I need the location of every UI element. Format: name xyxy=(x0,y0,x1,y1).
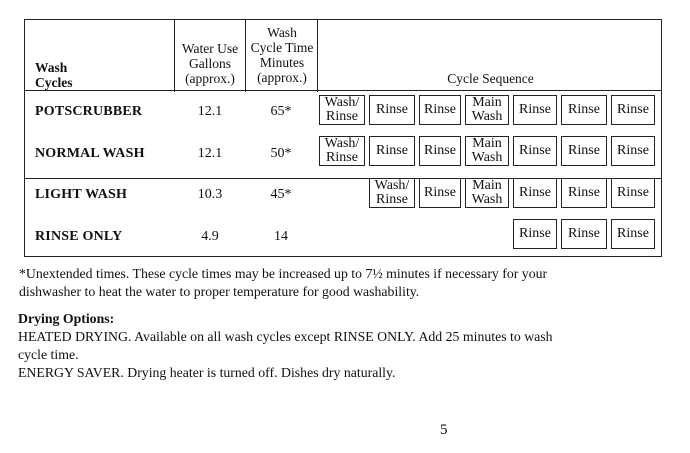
step-main-wash: Main Wash xyxy=(465,95,509,125)
minutes-value: 14 xyxy=(274,229,288,244)
footnote xyxy=(19,265,547,301)
gallons-value: 10.3 xyxy=(197,187,223,202)
step-rinse: Rinse xyxy=(419,95,461,125)
row-label-normal-wash: NORMAL WASH xyxy=(35,146,145,161)
gallons-value: 12.1 xyxy=(197,146,223,161)
step-rinse: Rinse xyxy=(419,178,461,208)
row-label-rinse-only: RINSE ONLY xyxy=(35,229,123,244)
step-rinse: Rinse xyxy=(513,95,557,125)
minutes-value: 50* xyxy=(270,146,292,161)
heated-drying-text: HEATED DRYING. Available on all wash cycles except RINSE ONLY. Add 25 minutes to wash xyxy=(18,329,553,344)
energy-saver-text: ENERGY SAVER. Drying heater is turned off. Dishes dry naturally. xyxy=(18,365,396,380)
heated-drying-text: cycle time. xyxy=(18,347,79,362)
step-rinse: Rinse xyxy=(561,136,607,166)
step-rinse: Rinse xyxy=(419,136,461,166)
step-rinse: Rinse xyxy=(611,219,655,249)
step-rinse: Rinse xyxy=(369,136,415,166)
page-number: 5 xyxy=(440,422,448,438)
step-wash-rinse: Wash/ Rinse xyxy=(319,136,365,166)
step-main-wash: Main Wash xyxy=(465,136,509,166)
header-water-use: Water Use Gallons (approx.) xyxy=(181,41,239,86)
step-rinse: Rinse xyxy=(513,178,557,208)
step-rinse: Rinse xyxy=(611,178,655,208)
divider xyxy=(25,90,661,91)
gallons-value: 12.1 xyxy=(197,104,223,119)
step-rinse: Rinse xyxy=(513,219,557,249)
gallons-value: 4.9 xyxy=(201,229,219,244)
header-cycle-time: Wash Cycle Time Minutes (approx.) xyxy=(250,25,314,85)
minutes-value: 65* xyxy=(270,104,292,119)
footnote-line: *Unextended times. These cycle times may be increased up to 7½ minutes if necessary for your xyxy=(19,266,548,281)
step-wash-rinse: Wash/ Rinse xyxy=(369,178,415,208)
step-main-wash: Main Wash xyxy=(465,178,509,208)
footnote-line: dishwasher to heat the water to proper temperature for good washability. xyxy=(19,284,420,299)
drying-options-title: Drying Options: xyxy=(18,311,115,326)
header-wash-cycles: Wash Cycles xyxy=(35,60,73,90)
row-label-potscrubber: POTSCRUBBER xyxy=(35,104,143,119)
drying-options xyxy=(18,310,553,382)
header-cycle-sequence: Cycle Sequence xyxy=(447,71,534,86)
step-rinse: Rinse xyxy=(611,136,655,166)
row-label-light-wash: LIGHT WASH xyxy=(35,187,128,202)
step-rinse: Rinse xyxy=(513,136,557,166)
step-rinse: Rinse xyxy=(561,219,607,249)
minutes-value: 45* xyxy=(270,187,292,202)
step-rinse: Rinse xyxy=(369,95,415,125)
step-wash-rinse: Wash/ Rinse xyxy=(319,95,365,125)
step-rinse: Rinse xyxy=(611,95,655,125)
cycle-table xyxy=(24,19,662,257)
step-rinse: Rinse xyxy=(561,95,607,125)
step-rinse: Rinse xyxy=(561,178,607,208)
